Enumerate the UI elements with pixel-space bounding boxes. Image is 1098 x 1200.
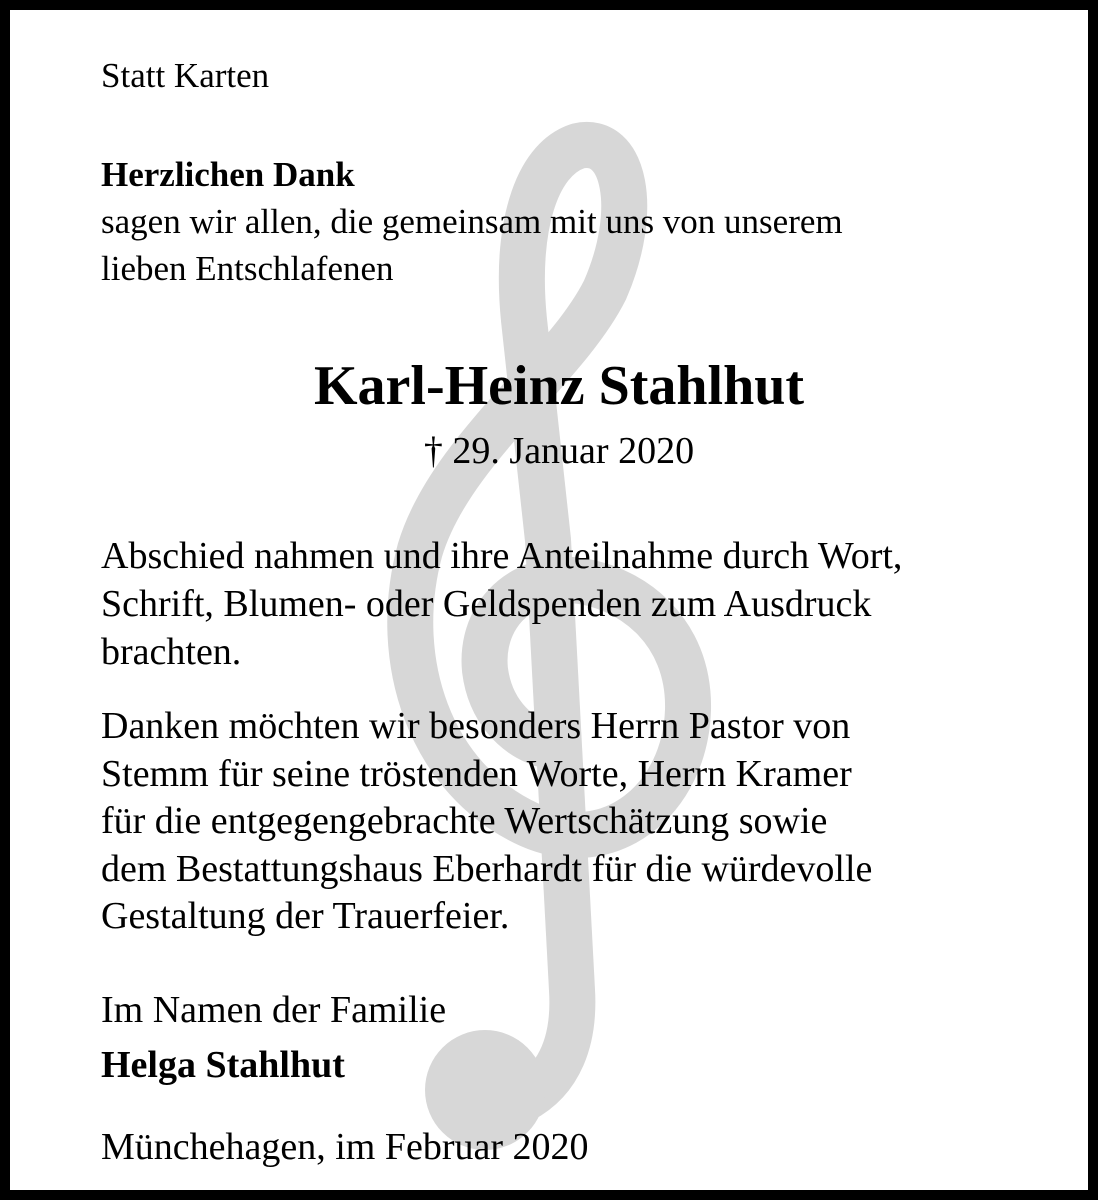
thanks-title: Herzlichen Dank <box>101 155 355 194</box>
signatory-name: Helga Stahlhut <box>101 1044 345 1086</box>
paragraph-line: brachten. <box>101 631 242 673</box>
paragraph-line: Stemm für seine tröstenden Worte, Herrn Kramer <box>101 752 852 795</box>
paragraph-line: Schrift, Blumen- oder Geldspenden zum Ausdruck <box>101 583 872 625</box>
paragraph-line: Gestaltung der Trauerfeier. <box>101 895 510 937</box>
thanks-line: sagen wir allen, die gemeinsam mit uns von unserem <box>101 202 843 241</box>
paragraph-line: dem Bestattungshaus Eberhardt für die würdevolle <box>101 847 873 890</box>
paragraph-line: für die entgegengebrachte Wertschätzung sowie <box>101 800 828 842</box>
place-and-date: Münchehagen, im Februar 2020 <box>101 1126 589 1168</box>
farewell-paragraph <box>101 532 902 676</box>
family-label: Im Namen der Familie <box>101 989 447 1031</box>
thanks-intro <box>101 198 843 292</box>
paragraph-line: Abschied nahmen und ihre Anteilnahme durch Wort, <box>101 535 903 577</box>
thanks-line: lieben Entschlafenen <box>101 249 394 288</box>
death-date: † 29. Januar 2020 <box>423 430 695 472</box>
paragraph-line: Danken möchten wir besonders Herrn Pastor von <box>101 705 851 747</box>
gratitude-paragraph <box>101 703 872 941</box>
deceased-name: Karl-Heinz Stahlhut <box>313 355 805 417</box>
statt-karten-text: Statt Karten <box>101 56 270 95</box>
